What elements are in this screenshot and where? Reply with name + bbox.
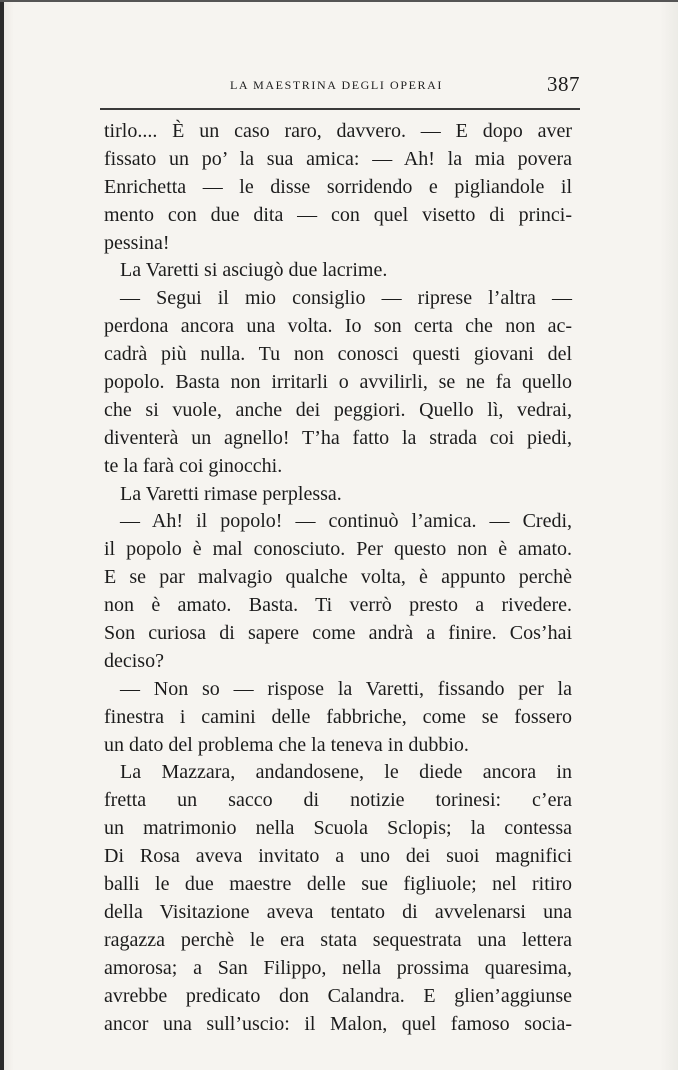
text-line: diventerà un agnello! T’ha fatto la strada coi piedi, xyxy=(104,426,572,449)
text-line: finestra i camini delle fabbriche, come se fossero xyxy=(104,705,572,728)
text-line: della Visitazione aveva tentato di avvelenarsi una xyxy=(104,900,572,923)
text-line: che si vuole, anche dei peggiori. Quello lì, vedrai, xyxy=(104,398,572,421)
text-line: non è amato. Basta. Ti verrò presto a rivedere. xyxy=(104,594,572,617)
text-line: il popolo è mal conosciuto. Per questo non è amato. xyxy=(104,538,572,561)
text-line: tirlo.... È un caso raro, davvero. — E dopo aver xyxy=(104,120,572,142)
text-line: te la farà coi ginocchi. xyxy=(104,454,283,477)
page-binding-edge xyxy=(0,0,4,1070)
text-line: amorosa; a San Filippo, nella prossima quaresima, xyxy=(104,956,572,979)
text-line: La Varetti rimase perplessa. xyxy=(120,482,342,505)
page-header xyxy=(100,72,584,100)
text-line: La Varetti si asciugò due lacrime. xyxy=(120,259,388,282)
text-line: E se par malvagio qualche volta, è appunto perchè xyxy=(104,566,572,589)
text-line: pessina! xyxy=(104,231,170,254)
text-line: Son curiosa di sapere come andrà a finire. Cos’hai xyxy=(104,622,572,645)
text-line: un dato del problema che la teneva in dubbio. xyxy=(104,733,469,756)
text-line: cadrà più nulla. Tu non conosci questi giovani del xyxy=(104,343,572,366)
text-line: deciso? xyxy=(104,649,164,672)
text-line: ragazza perchè le era stata sequestrata una lettera xyxy=(104,928,572,951)
text-line: balli le due maestre delle sue figliuole; nel ritiro xyxy=(104,873,572,896)
text-line: La Mazzara, andandosene, le diede ancora in xyxy=(120,761,572,784)
text-line: ancor una sull’uscio: il Malon, quel famoso socia- xyxy=(104,1012,572,1035)
text-line: fretta un sacco di notizie torinesi: c’era xyxy=(104,789,572,812)
running-title: LA MAESTRINA DEGLI OPERAI xyxy=(230,78,443,92)
text-line: fissato un po’ la sua amica: — Ah! la mia povera xyxy=(104,147,572,170)
header-rule xyxy=(100,108,580,110)
page-top-edge xyxy=(0,0,678,2)
text-line: popolo. Basta non irritarli o avvilirli, se ne fa quello xyxy=(104,371,572,394)
page-number: 387 xyxy=(547,72,580,96)
text-line: perdona ancora una volta. Io son certa che non ac- xyxy=(104,315,572,338)
text-line: Enrichetta — le disse sorridendo e pigliandole il xyxy=(104,175,572,198)
text-line: Di Rosa aveva invitato a uno dei suoi magnifici xyxy=(104,845,572,868)
text-line: avrebbe predicato don Calandra. E glien’aggiunse xyxy=(104,984,572,1007)
text-line: — Non so — rispose la Varetti, fissando per la xyxy=(120,677,572,700)
text-line: un matrimonio nella Scuola Sclopis; la contessa xyxy=(104,817,572,840)
text-line: — Ah! il popolo! — continuò l’amica. — Credi, xyxy=(120,510,572,533)
body-text xyxy=(104,118,572,1038)
text-line: — Segui il mio consiglio — riprese l’altra — xyxy=(120,287,572,310)
text-line: mento con due dita — con quel visetto di princi- xyxy=(104,203,572,226)
